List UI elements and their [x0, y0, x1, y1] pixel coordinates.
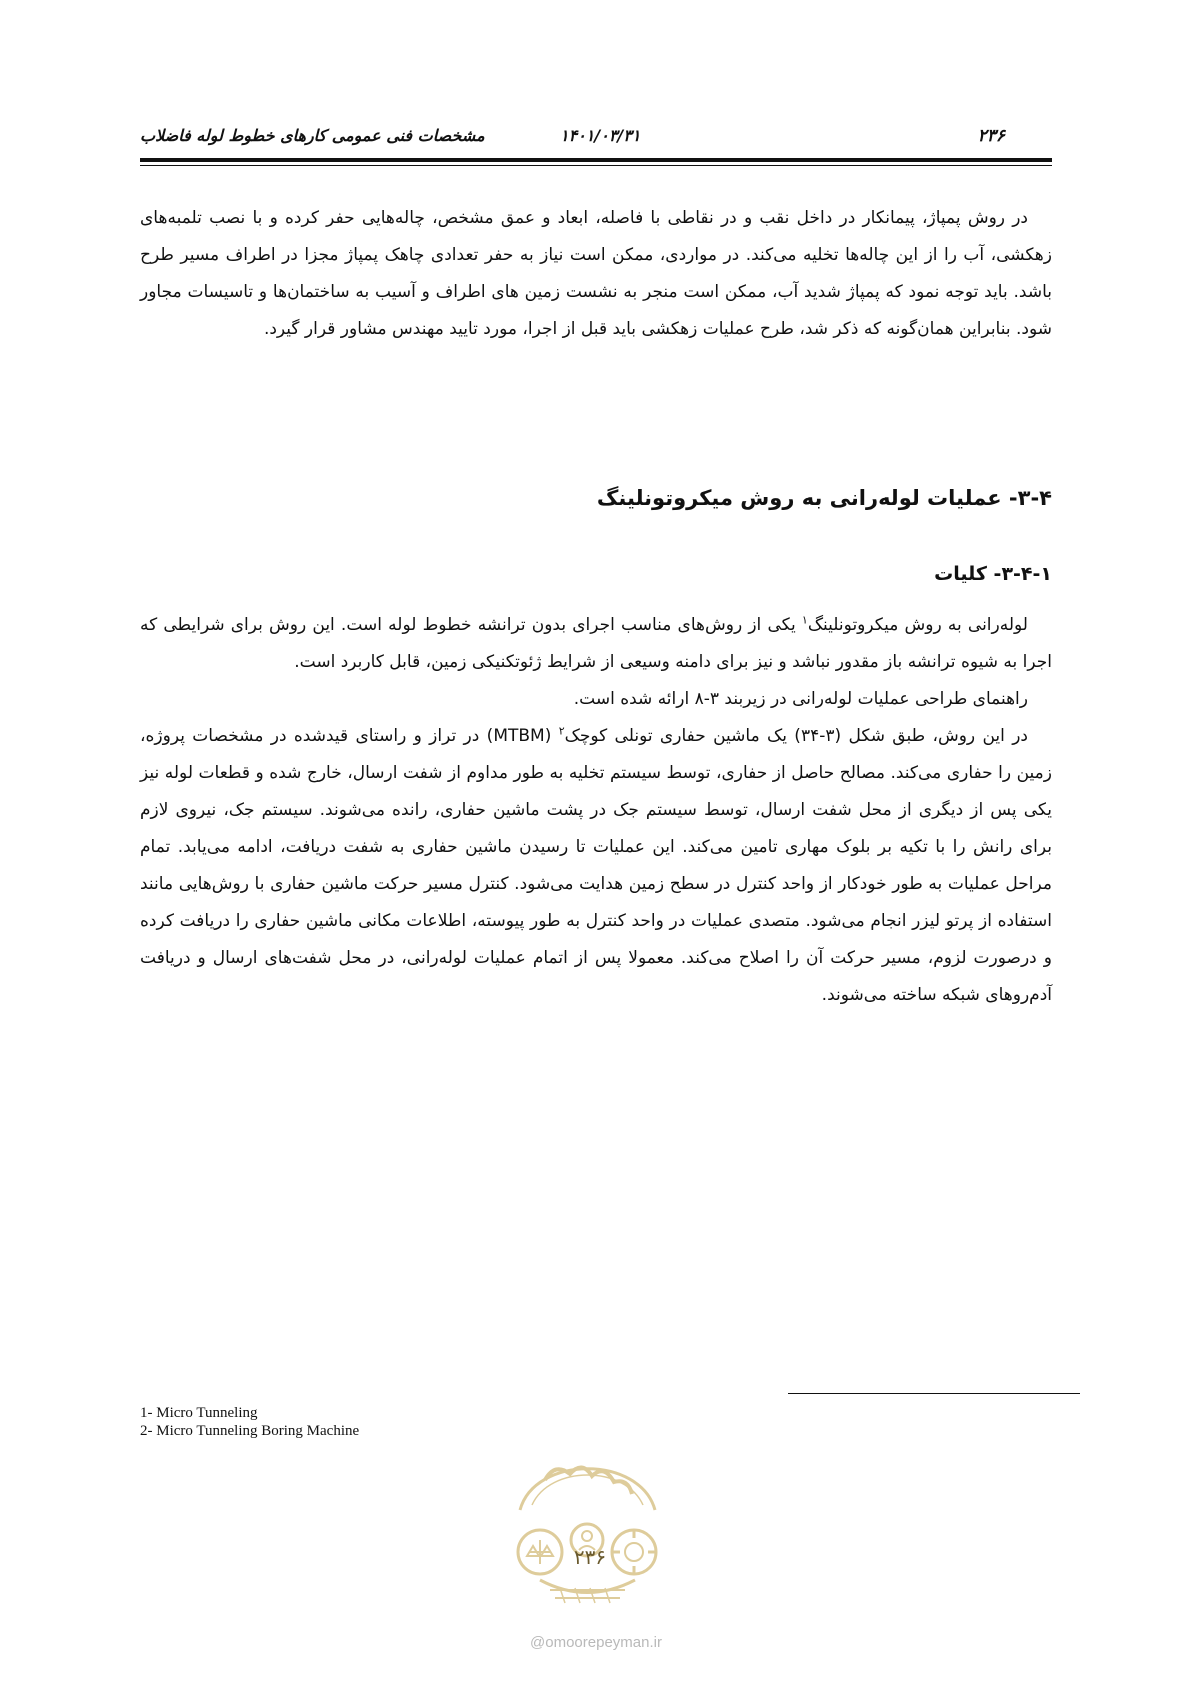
footnotes — [140, 1404, 359, 1440]
subsection-heading: ۳-۴-۱- کلیات — [934, 563, 1052, 585]
header-rule-thick — [140, 158, 1052, 162]
header-page-number: ۲۳۶ — [977, 126, 1005, 146]
footnote-rule — [788, 1393, 1080, 1394]
body-block-2 — [140, 607, 1052, 1014]
stamp-page-number: ۲۳۶ — [573, 1545, 607, 1569]
paragraph-pumping: در روش پمپاژ، پیمانکار در داخل نقب و در نقاطی با فاصله، ابعاد و عمق مشخص، چاله‌هایی حفر کرده و با نصب تلمبه‌های زهکشی، آب را از این چاله‌ها تخلیه می‌کند. در مواردی، ممکن است نیاز به حفر تعدادی چاهک پمپاژ مجزا در اطراف مسیر طرح باشد. باید توجه نمود که پمپاژ شدید آب، ممکن است منجر به نشست زمین های اطراف و آسیب به ساختمان‌ها و تاسیسات مجاور شود. بنابراین همان‌گونه که ذکر شد، طرح عملیات زهکشی باید قبل از اجرا، مورد تایید مهندس مشاور قرار گیرد. — [140, 208, 1052, 339]
paragraph-2-text-a: لوله‌رانی به روش میکروتونلینگ — [807, 615, 1028, 635]
body-block-1 — [140, 200, 1052, 348]
publisher-website: @omoorepeyman.ir — [530, 1634, 662, 1651]
paragraph-4-text-b: (MTBM) در تراز و راستای قیدشده در مشخصات پروژه، زمین را حفاری می‌کند. مصالح حاصل از حفاری، توسط سیستم تخلیه به طور مداوم از شفت ارسال، خارج شده و قطعات لوله نیز یکی پس از دیگری از محل شفت ارسال، توسط سیستم جک در پشت ماشین حفاری، رانده می‌شوند. سیستم جک، نیروی لازم برای رانش را با تکیه بر بلوک مهاری تامین می‌کند. این عملیات تا رسیدن ماشین حفاری به شفت دریافت، ادامه می‌یابد. تمام مراحل عملیات به طور خودکار از واحد کنترل در سطح زمین هدایت می‌شود. کنترل مسیر حرکت ماشین حفاری با روش‌هایی مانند استفاده از پرتو لیزر انجام می‌شود. متصدی عملیات در واحد کنترل به طور پیوسته، اطلاعات مکانی ماشین حفاری را دریافت کرده و درصورت لزوم، مسیر حرکت آن را اصلاح می‌کند. معمولا پس از اتمام عملیات لوله‌رانی، در محل شفت‌های ارسال و دریافت آدم‌روهای شبکه ساخته می‌شوند. — [140, 726, 1052, 1005]
header-document-title: مشخصات فنی عمومی کارهای خطوط لوله فاضلاب — [140, 126, 485, 145]
header-rule-thin — [140, 165, 1052, 166]
footnote-ref-1: ۱ — [801, 613, 808, 627]
footnote-2: 2- Micro Tunneling Boring Machine — [140, 1423, 360, 1439]
paragraph-2-text-b: یکی از روش‌های مناسب اجرای بدون ترانشه خطوط لوله است. این روش برای شرایطی که اجرا به شیوه ترانشه باز مقدور نباشد و نیز برای دامنه وسیعی از شرایط ژئوتکنیکی زمین، قابل کاربرد است. — [140, 615, 1052, 672]
paragraph-design-guide: راهنمای طراحی عملیات لوله‌رانی در زیربند ۳-۸ ارائه شده است. — [573, 689, 1028, 709]
paragraph-4-text-a: در این روش، طبق شکل (۳-۳۴) یک ماشین حفاری تونلی کوچک — [564, 726, 1028, 746]
paragraph-method-description — [140, 718, 1052, 1014]
header-date: ۱۴۰۱/۰۳/۳۱ — [560, 126, 641, 145]
footnote-1: 1- Micro Tunneling — [140, 1405, 258, 1421]
footnote-ref-2: ۲ — [558, 724, 565, 738]
paragraph-microtunneling-intro — [140, 607, 1052, 681]
section-heading: ۳-۴- عملیات لوله‌رانی به روش میکروتونلینگ — [596, 486, 1052, 510]
publisher-stamp-logo — [500, 1440, 675, 1610]
